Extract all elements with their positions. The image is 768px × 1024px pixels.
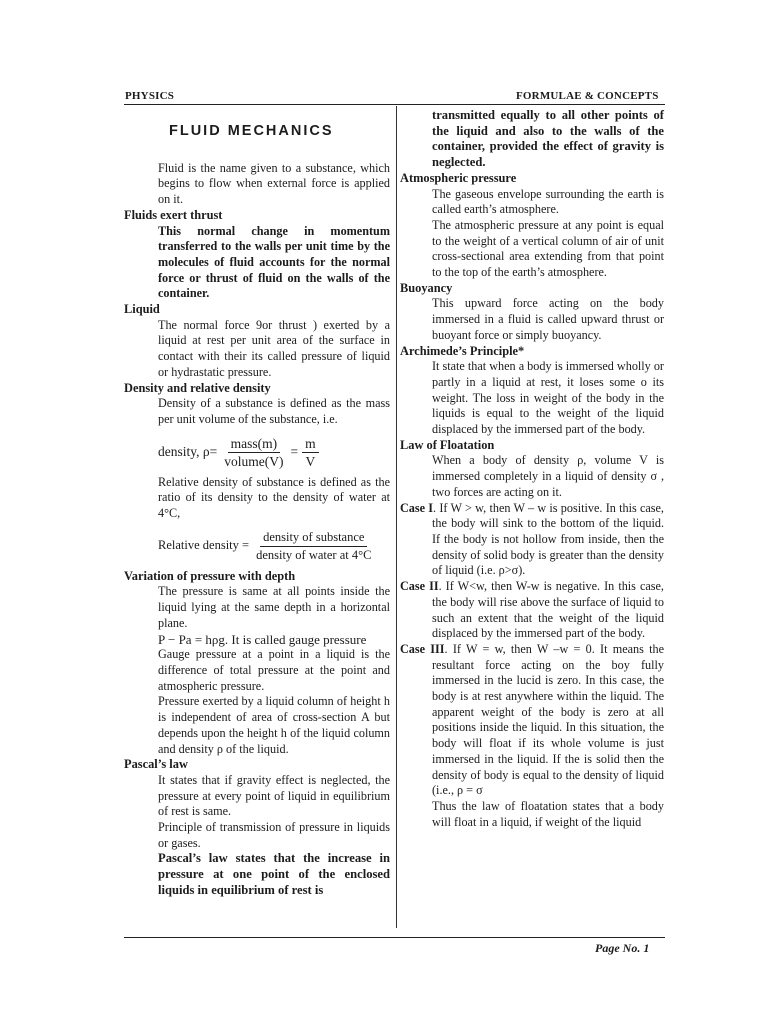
section-body: The pressure is same at all points inside the liquid lying at the same depth in a horizontal plane. <box>158 584 390 630</box>
equation-lhs: Relative density = <box>158 538 250 553</box>
section-heading: Archimede’s Principle* <box>400 343 525 358</box>
column-divider <box>396 106 397 928</box>
section-heading: Density and relative density <box>124 380 271 395</box>
section-heading: Liquid <box>124 302 160 317</box>
section-body: Density of a substance is defined as the mass per unit volume of the substance, i.e. <box>158 396 390 426</box>
case-label: Case III <box>400 641 445 656</box>
case-text: . If W > w, then W – w is positive. In this case, the body will sink to the bottom of the liquid. If the body is not hollow from inside, then the density of solid body is greater than the density of liquid (i.e. ρ>σ). <box>432 500 664 578</box>
intro-text: Fluid is the name given to a substance, which begins to flow when external force is applied on it. <box>158 160 390 207</box>
section-heading: Pascal’s law <box>124 757 188 772</box>
gauge-text: Gauge pressure at a point in a liquid is the difference of total pressure at the point and atmospheric pressure. <box>158 647 390 693</box>
section-body: When a body of density ρ, volume V is immersed completely in a liquid of density σ , two forces are acting on it. <box>432 453 664 499</box>
section-body: The atmospheric pressure at any point is equal to the weight of a vertical column of air of unit cross-sectional area extending from that point to the top of the earth’s atmosphere. <box>432 217 664 280</box>
denominator: density of water at 4°C <box>256 547 372 562</box>
denominator: volume(V) <box>224 453 284 469</box>
fraction <box>302 436 319 469</box>
case-text: . If W<w, then W-w is negative. In this case, the body will rise above the surface of liquid to such an extent that the weight of the liquid displaced by the immersed part of the body. <box>432 579 664 641</box>
denominator: V <box>305 453 316 469</box>
case-3 <box>400 642 664 799</box>
equals-sign: = <box>290 444 299 460</box>
page-number: Page No. 1 <box>595 941 650 955</box>
pascal-continuation: transmitted equally to all other points of the liquid and also to the walls of the container, provided the effect of gravity is neglected. <box>432 108 664 170</box>
section-body: It states that if gravity effect is neglected, the pressure at every point of liquid in equilibrium of rest is same. <box>158 772 390 819</box>
left-column <box>124 120 390 899</box>
section-body: This normal change in momentum transferred to the walls per unit time by the molecules of fluid accounts for the normal force or thrust of fluid on the walls of the container. <box>158 223 390 301</box>
relative-density-text: Relative density of substance is defined as the ratio of its density to the density of water at 4°C, <box>158 474 390 521</box>
case-1 <box>400 501 664 580</box>
section-heading: Law of Floatation <box>400 437 495 452</box>
case-label: Case I <box>400 500 434 515</box>
relative-density-equation <box>124 530 390 563</box>
equation-lhs: density, ρ= <box>158 444 218 460</box>
header-rule <box>124 104 665 105</box>
numerator: density of substance <box>260 530 367 547</box>
density-equation <box>124 436 390 469</box>
section-body: It state that when a body is immersed wholly or partly in a liquid at rest, it loses some o its weight. The loss in weight of the body in the liquids is equal to the weight of the liquid displaced by the immersed part of the body. <box>432 359 664 437</box>
right-column <box>400 108 664 830</box>
section-heading: Fluids exert thrust <box>124 207 223 222</box>
section-body: This upward force acting on the body immersed in a fluid is called upward thrust or buoyant force or simply buoyancy. <box>432 296 664 342</box>
section-body: The gaseous envelope surrounding the earth is called earth’s atmosphere. <box>432 186 664 217</box>
section-heading: Atmospheric pressure <box>400 170 517 185</box>
page-title: FLUID MECHANICS <box>169 123 334 139</box>
section-heading: Buoyancy <box>400 280 453 295</box>
fraction <box>221 436 286 469</box>
gauge-equation: P − Pa = hρg. It is called gauge pressure <box>158 631 367 647</box>
floatation-conclusion: Thus the law of floatation states that a body will float in a liquid, if weight of the liquid <box>432 798 664 829</box>
case-text: . If W = w, then W –w = 0. It means the resultant force acting on the boy fully immersed in the lucid is zero. In this case, the body is at rest anywhere within the liquid. The apparent weight of the body is zero at all positions inside the liquid. In this situation, the body will float if its whole volume is just immersed in the liquid. If the is solid then the density of body is equal to the density of liquid (i.e., ρ = σ <box>432 641 664 798</box>
fraction <box>253 530 374 563</box>
header-section: FORMULAE & CONCEPTS <box>516 90 659 102</box>
case-2 <box>400 579 664 642</box>
numerator: m <box>302 436 319 453</box>
footer-rule <box>124 937 665 938</box>
column-text: Pressure exerted by a liquid column of height h is independent of area of cross-section A but depends upon the height h of the liquid column and density ρ of the liquid. <box>158 694 390 756</box>
pascal-statement: Pascal’s law states that the increase in pressure at one point of the enclosed liquids in equilibrium of rest is <box>158 851 390 897</box>
principle-text: Principle of transmission of pressure in liquids or gases. <box>158 820 390 850</box>
case-label: Case II <box>400 579 439 594</box>
numerator: mass(m) <box>228 436 281 453</box>
section-heading: Variation of pressure with depth <box>124 568 296 583</box>
header-subject: PHYSICS <box>125 90 175 102</box>
section-body: The normal force 9or thrust ) exerted by a liquid at rest per unit area of the surface in contact with their its called pressure of liquid or hydrastatic pressure. <box>158 317 390 379</box>
